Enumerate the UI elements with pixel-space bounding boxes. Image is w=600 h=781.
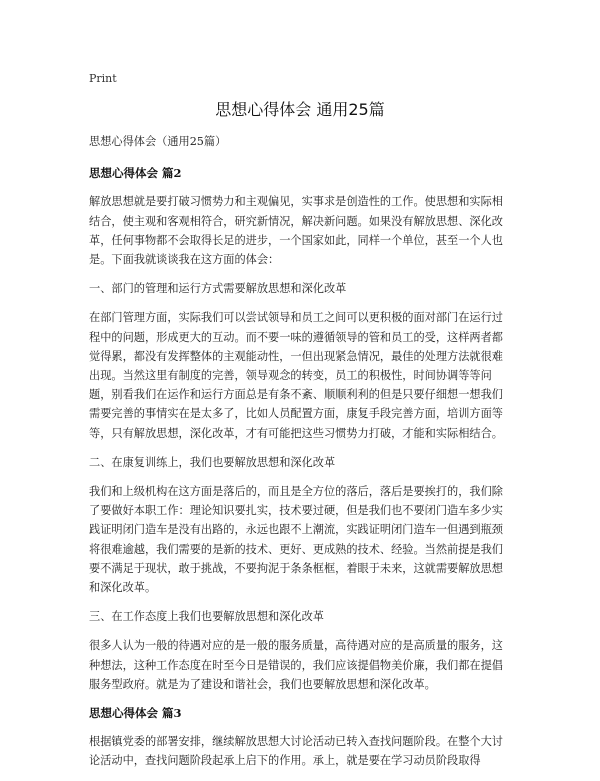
section3-body: 根据镇党委的部署安排，继续解放思想大讨论活动已转入查找问题阶段。在整个大讨论活动中，查找问题阶段起承上启下的作用。承上，就是要在学习动员阶段取得: [89, 735, 503, 768]
section2-intro: 解放思想就是要打破习惯势力和主观偏见，实事求是创造性的工作。使思想和实际相结合，使主观和客观相符合，研究新情况，解决新问题。如果没有解放思想、深化改革，任何事物都不会取得长足的进步，一个国家如此，同样一个单位，甚至一个人也是。下面我就谈谈我在这方面的体会：: [89, 195, 503, 267]
point1-body: 在部门管理方面，实际我们可以尝试领导和员工之间可以更积极的面对部门在运行过程中的问题，形成更大的互动。而不要一味的遵循领导的管和员工的受，这样两者都觉得累，都没有发挥整体的主观能动性，一但出现紧急情况，最佳的处理方法就很难出现。当然这里有制度的完善，领导观念的转变，员工的积极性，时间协调等等问题，别看我们在运作和运行方面总是有条不紊、顺顺利利的但是只要仔细想一想我们需要完善的事情实在是太多了，比如人员配置方面，康复手段完善方面，培训方面等等，只有解放思想，深化改革，才有可能把这些习惯势力打破，才能和实际相结合。: [89, 311, 503, 440]
point2-body: 我们和上级机构在这方面是落后的，而且是全方位的落后，落后是要挨打的，我们除了要做好本职工作：理论知识要扎实，技术要过硬，但是我们也不要闭门造车多少实践证明闭门造车是没有出路的，永远也跟不上潮流，实践证明闭门造车一但遇到瓶颈将很难逾越，我们需要的是新的技术、更好、更成熟的技术、经验。当然前提是我们要不满足于现状，敢于挑战，不要拘泥于条条框框，着眼于未来，这就需要解放思想和深化改革。: [89, 485, 503, 595]
section-heading-2: 思想心得体会 篇2: [89, 166, 182, 181]
print-link[interactable]: Print: [89, 72, 117, 85]
page-title: 思想心得体会 通用25篇: [215, 100, 385, 119]
article-body: [89, 132, 513, 781]
section-heading-3: 思想心得体会 篇3: [89, 706, 182, 721]
article-subtitle: 思想心得体会（通用25篇）: [89, 135, 227, 148]
point2-heading: 二、在康复训练上，我们也要解放思想和深化改革: [89, 455, 336, 469]
point1-heading: 一、部门的管理和运行方式需要解放思想和深化改革: [89, 282, 347, 296]
point3-body: 很多人认为一般的待遇对应的是一般的服务质量，高待遇对应的是高质量的服务，这种想法，这种工作态度在时至今日是错误的，我们应该提倡物美价廉，我们都在提倡服务型政府。就是为了建设和谐社会，我们也要解放思想和深化改革。: [89, 639, 503, 691]
point3-heading: 三、在工作态度上我们也要解放思想和深化改革: [89, 610, 324, 624]
